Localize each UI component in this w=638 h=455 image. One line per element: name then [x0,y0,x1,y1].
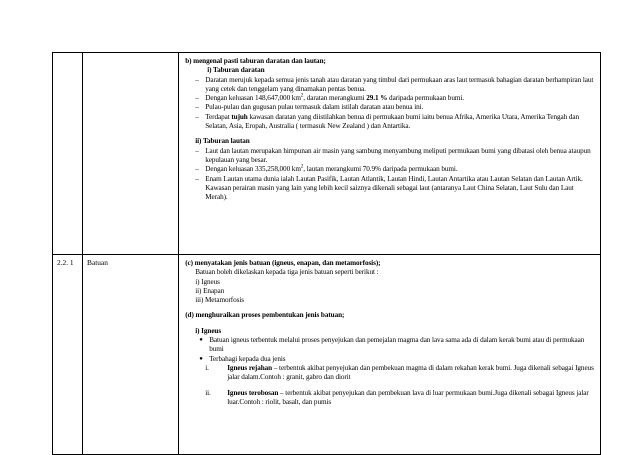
list-item: – Dengan keluasan 335,258,000 $km^2$, lautan merangkumi 70.9% daripada permukaan bumi. [195,164,458,174]
objective-heading: b) mengenal pasti taburan daratan dan lautan; [185,57,326,65]
content-cell [179,255,601,455]
intro-text: Batuan boleh dikelaskan kepada tiga jenis batuan seperti berikut : [195,268,379,277]
list-item: ii) Enapan [195,286,225,295]
table-row [53,255,601,455]
list-item: – Dengan keluasan 148,647,000 $km^2$, daratan merangkumi 29.1 % daripada permukaan bumi. [195,93,464,103]
content-cell [179,53,601,255]
list-item: iii) Metamorfosis [195,296,244,305]
list-item: i) Igneus [195,277,220,286]
list-item: – Enam Lautan utama dunia ialah Lautan Pasifik, Lautan Atlantik, Lautan Hindi, Lautan Antartika atau Lautan Selatan dan Lautan Artik. Kawasan perairan masin yang lain yang lebih kecil saiznya dikenali sebagai laut (antaranya Laut China Selatan, Laut Sulu dan Laut Merah). [195,174,583,202]
topic-cell: Batuan [83,255,179,455]
list-item: – Laut dan lautan merupakan himpunan air masin yang sambung menyambung meliputi permukaan bumi yang dibatasi oleh benua ataupun kepulauan yang besar. [195,146,591,164]
subheading-land: i) Taburan daratan [207,66,265,75]
list-item: – Pulau-pulau dan gugusan pulau termasuk dalam istilah daratan atau benua ini. [195,103,424,112]
objective-heading: (c) menyatakan jenis batuan (igneus, enapan, dan metamorfosis); [185,259,381,267]
land-list [185,76,594,132]
topic-cell [83,53,179,255]
table-row [53,53,601,255]
syllabus-table [52,52,601,455]
list-item: ii. Igneus terobosan – terbentuk akibat penyejukan dan pembekuan lava di luar permukaan bumi.Juga dikenali sebagai Igneus jalar luar.Contoh : riolit, basalt, dan pumis [205,388,589,406]
code-cell [53,53,83,255]
code-cell: 2.2. 1 [53,255,83,455]
list-item: ● Terbahagi kepada dua jenis [199,354,286,363]
objective-heading: (d) menghuraikan proses pembentukan jenis batuan; [185,311,345,320]
sea-list [185,147,594,203]
list-item: – Terdapat tujuh kawasan daratan yang diistilahkan benua di permukaan bumi iaitu benua Afrika, Amerika Utara, Amerika Tengah dan Selatan, Asia, Eropah, Australia ( termasuk New Zealand ) dan Antartika. [195,112,580,131]
list-item: ● Batuan igneus terbentuk melalui proses penyejukan dan pemejalan magma dan lava sama ada di dalam kerak bumi atau di permukaan bumi [199,336,585,354]
subheading-igneus: i) Igneus [195,326,222,335]
subheading-sea: ii) Taburan lautan [195,137,250,146]
list-item: i. Igneus rejahan – terbentuk akibat penyejukan dan pembekuan magma di dalam rekahan kerak bumi. Juga dikenali sebagai Igneus jalar dalam.Contoh : granit, gabro dan diorit [205,363,594,382]
list-item: – Daratan merujuk kepada semua jenis tanah atau daratan yang timbul dari permukaan aras laut termasuk bahagian daratan berhampiran laut yang cetek dan tenggelam yang dinamakan pentas benua. [195,75,594,93]
